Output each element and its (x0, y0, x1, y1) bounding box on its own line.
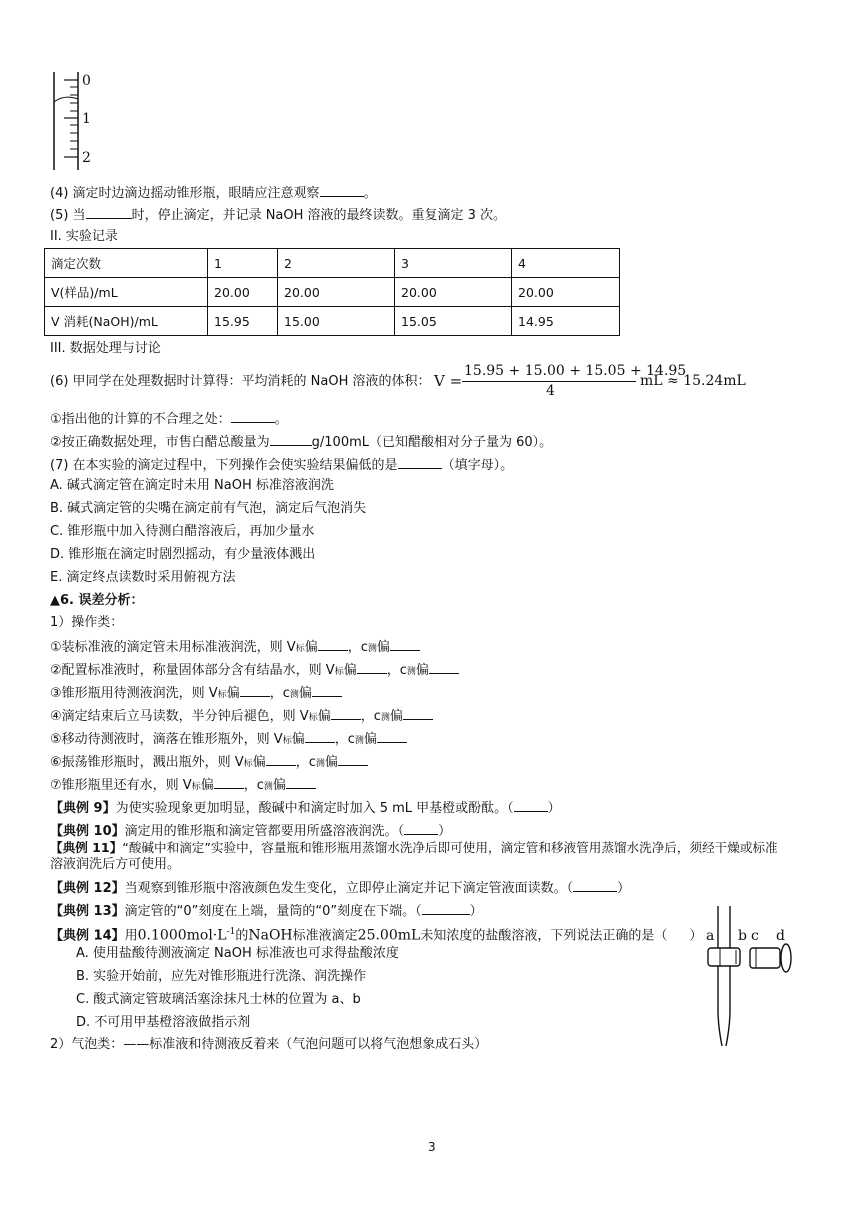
question-7: (7) 在本实验的滴定过程中，下列操作会使实验结果偏低的是 （填字母）。 (50, 458, 514, 473)
burette-label-2: 2 (82, 150, 91, 166)
section-2-title: II. 实验记录 (50, 229, 118, 244)
q6-denominator: 4 (546, 383, 555, 399)
e14-option-b: B. 实验开始前，应先对锥形瓶进行洗涤、润洗操作 (76, 969, 367, 984)
table-cell: 15.05 (395, 307, 512, 336)
example-12: 【典例 12】当观察到锥形瓶中溶液颜色发生变化，立即停止滴定并记下滴定管液面读数。（ ） (50, 881, 631, 896)
table-cell: 2 (278, 249, 395, 278)
burette-label-1: 1 (82, 111, 91, 127)
table-row (45, 278, 620, 307)
example-11: 【典例 11】“酸碱中和滴定”实验中，容量瓶和锥形瓶用蒸馏水洗净后即可使用，滴定管和移液管用蒸馏水洗净后，须经干燥或标准 (50, 840, 778, 855)
burette-label-0: 0 (82, 73, 91, 89)
e14-option-d: D. 不可用甲基橙溶液做指示剂 (76, 1015, 251, 1030)
error-item: ⑦锥形瓶里还有水，则 V标偏 ，c测偏 (50, 776, 316, 795)
table-row (45, 307, 620, 336)
table-cell: 15.95 (208, 307, 278, 336)
table-cell: 15.00 (278, 307, 395, 336)
example-13: 【典例 13】滴定管的“0”刻度在上端，量筒的“0”刻度在下端。（ ） (50, 904, 483, 919)
q4-answer-blank[interactable] (320, 184, 364, 197)
q5-answer-blank[interactable] (86, 206, 132, 219)
question-6-2: ②按正确数据处理，市售白醋总酸量为 g/100mL（已知醋酸相对分子量为 60）。 (50, 435, 553, 450)
answer-blank[interactable] (266, 753, 296, 766)
table-cell: 20.00 (395, 278, 512, 307)
e9-answer-blank[interactable] (514, 799, 548, 812)
burette-scale-figure (50, 72, 100, 172)
answer-blank[interactable] (357, 661, 387, 674)
example-11-continued: 溶液润洗后方可使用。 (50, 857, 181, 872)
table-cell: 4 (512, 249, 620, 278)
q7-option-e: E. 滴定终点读数时采用俯视方法 (50, 570, 236, 585)
table-cell: V(样品)/mL (45, 278, 208, 307)
answer-blank[interactable] (305, 730, 335, 743)
table-cell: 20.00 (208, 278, 278, 307)
table-cell: 20.00 (512, 278, 620, 307)
q7-answer-blank[interactable] (398, 456, 442, 469)
figure-label-c: c (751, 928, 759, 944)
q6-1-answer-blank[interactable] (231, 410, 275, 423)
question-4: (4) 滴定时边滴边摇动锥形瓶，眼睛应注意观察 。 (50, 186, 377, 201)
error-item: ②配置标准液时，称量固体部分含有结晶水，则 V标偏 ，c测偏 (50, 661, 459, 680)
table-cell: 1 (208, 249, 278, 278)
q6-v-equals: V = (434, 372, 463, 390)
table-cell: 3 (395, 249, 512, 278)
q6-2-answer-blank[interactable] (270, 433, 312, 446)
answer-blank[interactable] (403, 707, 433, 720)
q7-option-c: C. 锥形瓶中加入待测白醋溶液后，再加少量水 (50, 524, 315, 539)
q7-option-a: A. 碱式滴定管在滴定时未用 NaOH 标准溶液润洗 (50, 478, 334, 493)
q7-option-d: D. 锥形瓶在滴定时剧烈摇动，有少量液体溅出 (50, 547, 316, 562)
question-6-1: ①指出他的计算的不合理之处： 。 (50, 412, 288, 427)
figure-label-d: d (776, 928, 785, 944)
burette-stopcock-figure (700, 900, 810, 1048)
answer-blank[interactable] (390, 638, 420, 651)
example-9: 【典例 9】为使实验现象更加明显，酸碱中和滴定时加入 5 mL 甲基橙或酚酞。（ ） (50, 801, 561, 816)
page-number: 3 (428, 1140, 436, 1154)
e14-option-a: A. 使用盐酸待测液滴定 NaOH 标准液也可求得盐酸浓度 (76, 946, 399, 961)
error-item: ③锥形瓶用待测液润洗，则 V标偏 ，c测偏 (50, 684, 342, 703)
e10-answer-blank[interactable] (404, 822, 438, 835)
section-3-title: III. 数据处理与讨论 (50, 341, 161, 356)
error-analysis-title: ▲6. 误差分析： (50, 593, 144, 608)
e14-option-c: C. 酸式滴定管玻璃活塞涂抹凡士林的位置为 a、b (76, 992, 361, 1007)
experiment-record-table (44, 248, 620, 336)
answer-blank[interactable] (312, 684, 342, 697)
answer-blank[interactable] (240, 684, 270, 697)
table-cell: 14.95 (512, 307, 620, 336)
q7-option-b: B. 碱式滴定管的尖嘴在滴定前有气泡，滴定后气泡消失 (50, 501, 367, 516)
table-row (45, 249, 620, 278)
e12-answer-blank[interactable] (573, 879, 617, 892)
example-10: 【典例 10】滴定用的锥形瓶和滴定管都要用所盛溶液润洗。（ ） (50, 824, 452, 839)
fraction-bar (462, 381, 636, 382)
operations-title: 1）操作类： (50, 615, 124, 630)
error-item: ⑥振荡锥形瓶时，溅出瓶外，则 V标偏 ，c测偏 (50, 753, 368, 772)
answer-blank[interactable] (214, 776, 244, 789)
answer-blank[interactable] (338, 753, 368, 766)
answer-blank[interactable] (331, 707, 361, 720)
figure-label-a: a (706, 928, 715, 944)
q6-result: mL ≈ 15.24mL (640, 373, 746, 389)
table-cell: 20.00 (278, 278, 395, 307)
table-cell: 滴定次数 (45, 249, 208, 278)
answer-blank[interactable] (429, 661, 459, 674)
answer-blank[interactable] (318, 638, 348, 651)
error-item: ⑤移动待测液时，滴落在锥形瓶外，则 V标偏 ，c测偏 (50, 730, 407, 749)
answer-blank[interactable] (286, 776, 316, 789)
question-6: (6) 甲同学在处理数据时计算得：平均消耗的 NaOH 溶液的体积： (50, 374, 431, 389)
bubble-type-title: 2）气泡类：——标准液和待测液反着来（气泡问题可以将气泡想象成石头） (50, 1037, 488, 1052)
q6-numerator: 15.95 + 15.00 + 15.05 + 14.95 (464, 363, 687, 379)
error-item: ①装标准液的滴定管未用标准液润洗，则 V标偏 ，c测偏 (50, 638, 420, 657)
answer-blank[interactable] (377, 730, 407, 743)
question-5: (5) 当 时，停止滴定，并记录 NaOH 溶液的最终读数。重复滴定 3 次。 (50, 208, 507, 223)
e13-answer-blank[interactable] (422, 902, 470, 915)
figure-label-b: b (738, 928, 747, 944)
table-cell: V 消耗(NaOH)/mL (45, 307, 208, 336)
error-item: ④滴定结束后立马读数，半分钟后褪色，则 V标偏 ，c测偏 (50, 707, 433, 726)
example-14: 【典例 14】用$0.1000mol\cdot L^{-1}$的NaOH标准液滴定25.00mL未知浓度的盐酸溶液，下列说法正确的是（ ） (50, 927, 703, 944)
